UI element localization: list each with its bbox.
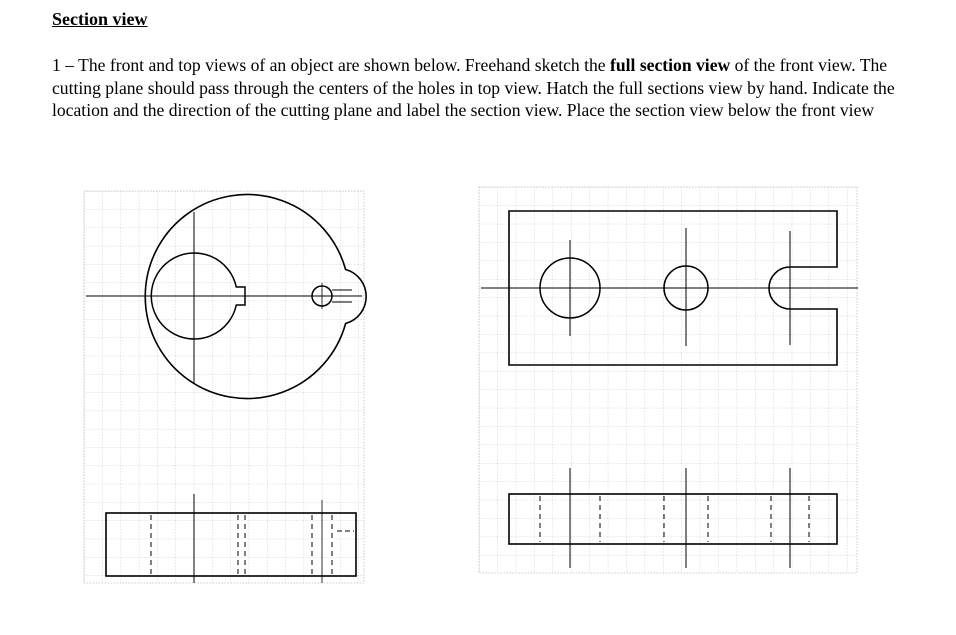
section-heading: Section view [52, 9, 148, 29]
problem-emphasis: full section view [610, 55, 731, 75]
problem-text-part1: The front and top views of an object are shown below. Freehand sketch the [78, 55, 606, 75]
problem-text-part2: of the front view. The cutting plane should pass through the centers of the holes in top view. Hatch the full sections view by hand. Indicate the location and the direction of the cutting plane and label the section view. Place the section view below the front view [52, 55, 895, 120]
right-part-drawing [479, 187, 858, 573]
left-part-drawing [84, 191, 366, 583]
problem-number: 1 – [52, 55, 74, 75]
right-grid [479, 187, 857, 573]
